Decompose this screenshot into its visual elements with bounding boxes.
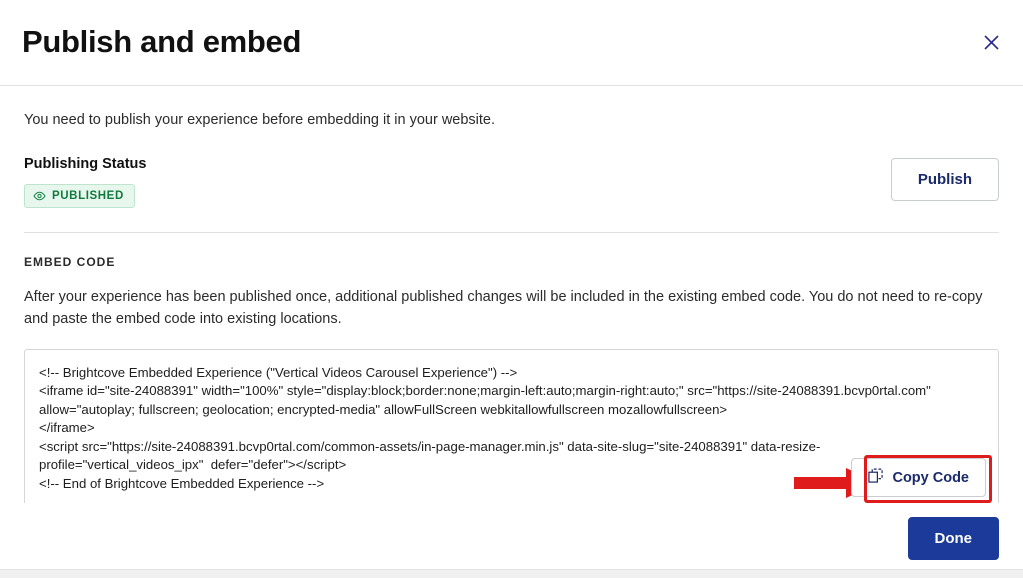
dialog-header	[0, 0, 1023, 86]
copy-code-wrapper	[851, 458, 986, 497]
publishing-status-label: Publishing Status	[24, 156, 147, 173]
intro-text: You need to publish your experience before embedding it in your website.	[24, 112, 496, 128]
embed-code-box[interactable]	[24, 349, 999, 503]
status-badge-label: PUBLISHED	[52, 190, 124, 203]
eye-icon	[33, 191, 46, 201]
close-icon[interactable]	[977, 28, 1005, 56]
section-divider	[24, 232, 999, 233]
embed-code-section-title: EMBED CODE	[24, 255, 116, 270]
embed-code-description: After your experience has been published once, additional published changes will be included in the existing embed code. You do not need to re-copy and paste the embed code into existing locations.	[24, 289, 983, 328]
done-button[interactable]: Done	[908, 517, 1000, 560]
status-badge	[24, 184, 135, 208]
page-title: Publish and embed	[22, 24, 302, 60]
copy-code-label: Copy Code	[892, 469, 969, 486]
publish-button[interactable]: Publish	[891, 158, 999, 201]
copy-code-button[interactable]	[851, 458, 986, 497]
copy-icon	[868, 468, 883, 487]
publishing-status-row	[24, 156, 999, 208]
bottom-strip	[0, 569, 1023, 578]
publishing-status-group	[24, 156, 146, 208]
dialog-footer	[0, 503, 1023, 578]
embed-code-text: <!-- Brightcove Embedded Experience ("Vertical Videos Carousel Experience") --> <iframe id="site-24088391" width="100%" style="display:block;border:none;margin-left:auto;margin-right:auto;" src="https://site-24088391.bcvp0rtal.com" allow="autoplay; fullscreen; geolocation; encrypted-media" allowFullScreen webkitallowfullscreen mozallowfullscreen> </iframe> <script src="https://site-24088391.bcvp0rtal.com/common-assets/in-page-manager.min.js" data-site-slug="site-24088391" data-resize-profile="vertical_videos_ipx" defer="defer"></script> <!-- End of Brightcove Embedded Experience -->	[39, 364, 931, 491]
dialog-body	[0, 86, 1023, 503]
